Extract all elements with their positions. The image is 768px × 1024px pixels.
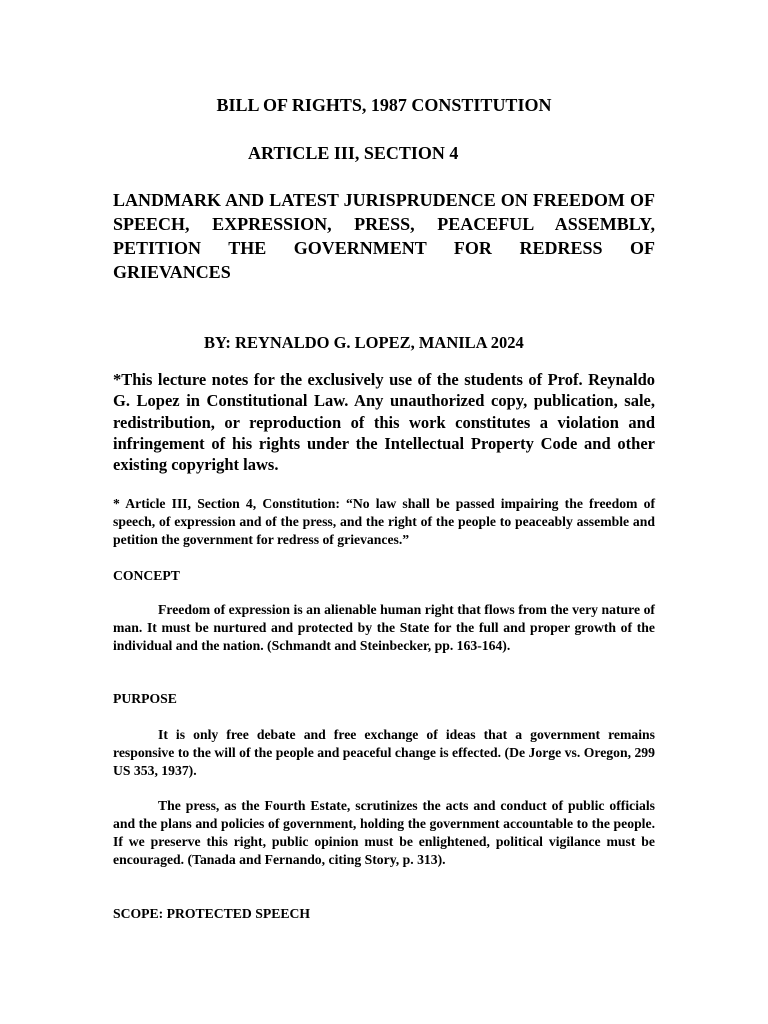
concept-paragraph: Freedom of expression is an alienable human right that flows from the very nature of man. It must be nurtured and protected by the State for the full and proper growth of the individual and the nation. (Schmandt and Steinbecker, pp. 163-164). (113, 602, 655, 653)
document-title: BILL OF RIGHTS, 1987 CONSTITUTION (216, 95, 552, 115)
copyright-notice: *This lecture notes for the exclusively use of the students of Prof. Reynaldo G. Lopez in Constitutional Law. Any unauthorized copy, publication, sale, redistribution, or reproduction of this work constitutes a violation and infringement of his rights under the Intellectual Property Code and other existing copyright laws. (113, 370, 655, 475)
purpose-paragraph-2: The press, as the Fourth Estate, scrutinizes the acts and conduct of public officials and the plans and policies of government, holding the government accountable to the people. If we preserve this right, public opinion must be enlightened, political vigilance must be encouraged. (Tanada and Fernando, citing Story, p. 313). (113, 798, 655, 867)
section-label-concept: CONCEPT (113, 568, 180, 583)
document-heading: LANDMARK AND LATEST JURISPRUDENCE ON FREEDOM OF SPEECH, EXPRESSION, PRESS, PEACEFUL ASSEMBLY, PETITION THE GOVERNMENT FOR REDRESS OF GRIEVANCES (113, 190, 655, 282)
constitutional-provision: * Article III, Section 4, Constitution: “No law shall be passed impairing the freedom of speech, of expression and of the press, and the right of the people to peaceably assemble and petition the government for redress of grievances.” (113, 496, 655, 547)
section-label-purpose: PURPOSE (113, 691, 177, 706)
document-byline: BY: REYNALDO G. LOPEZ, MANILA 2024 (204, 333, 524, 352)
purpose-paragraph-1: It is only free debate and free exchange of ideas that a government remains responsive to the will of the people and peaceful change is effected. (De Jorge vs. Oregon, 299 US 353, 1937). (113, 727, 655, 778)
section-label-scope: SCOPE: PROTECTED SPEECH (113, 906, 310, 921)
document-subtitle: ARTICLE III, SECTION 4 (248, 143, 459, 163)
